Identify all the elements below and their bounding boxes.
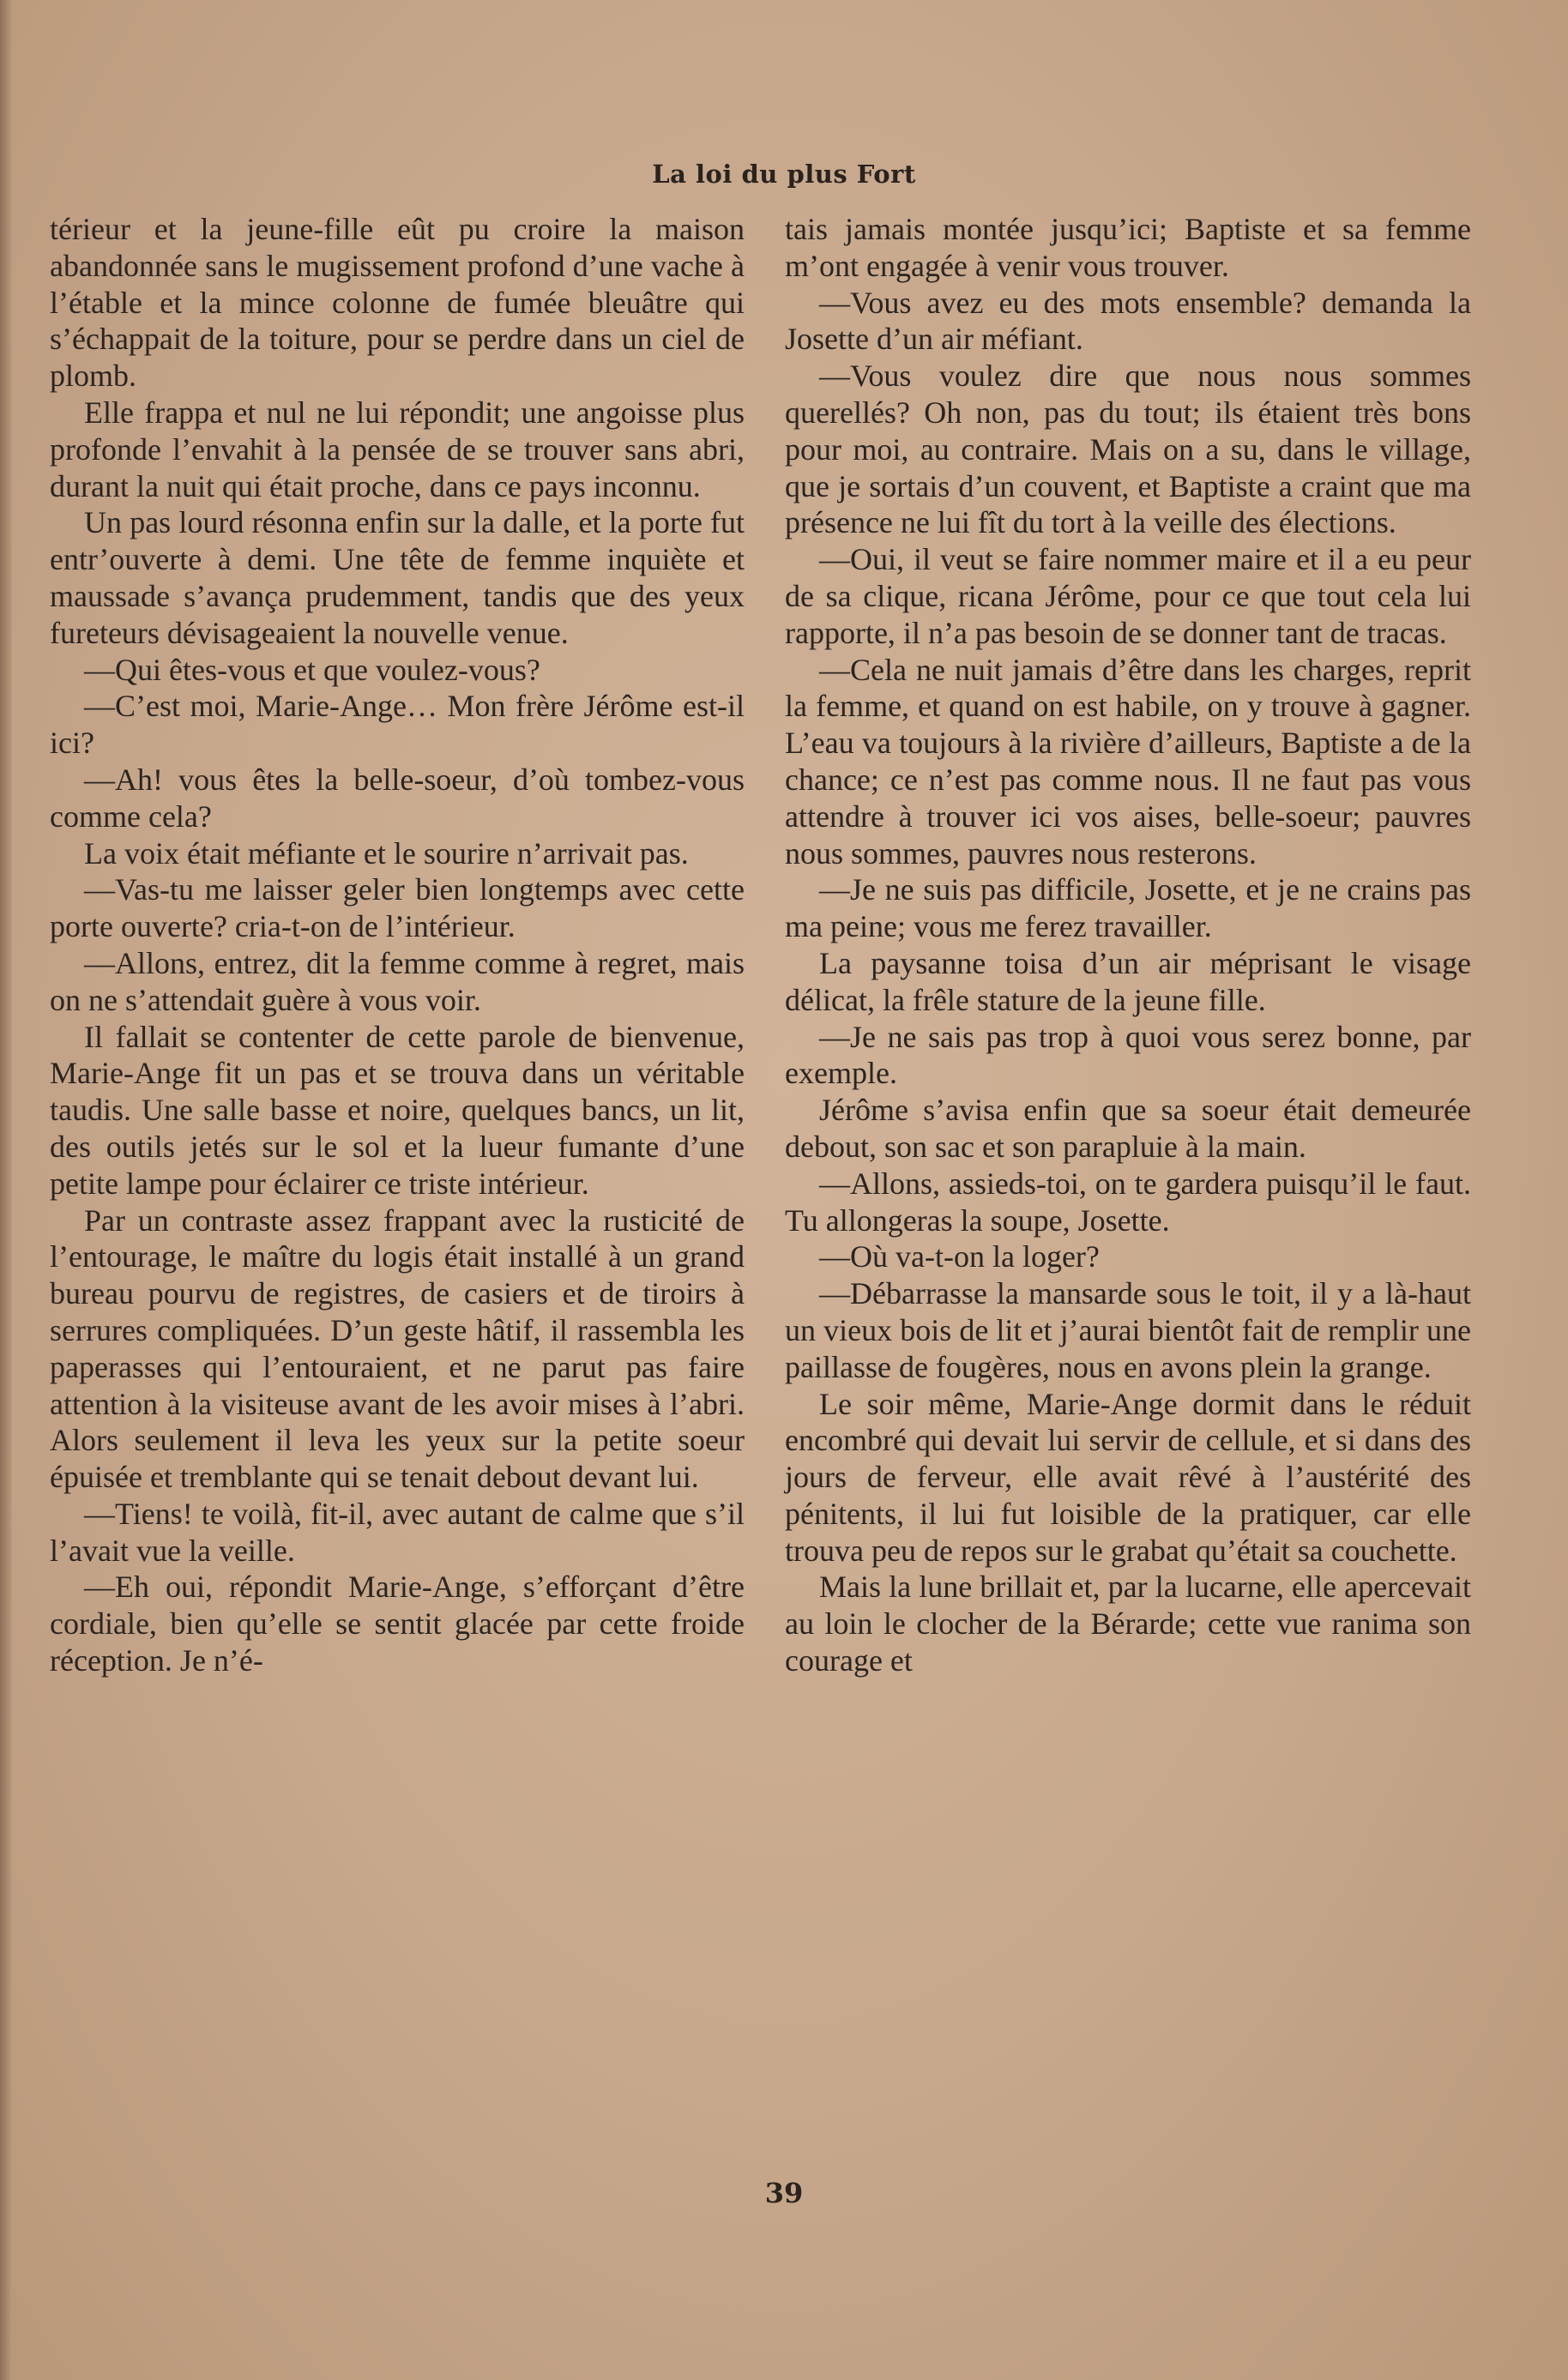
paragraph: Elle frappa et nul ne lui répondit; une angoisse plus profonde l’envahit à la pensée de se trouver sans abri, durant la nuit qui était proche, dans ce pays inconnu.: [50, 395, 745, 503]
paragraph: —Tiens! te voilà, fit-il, avec autant de calme que s’il l’avait vue la veille.: [50, 1496, 745, 1568]
paragraph: Le soir même, Marie-Ange dormit dans le réduit encombré qui devait lui servir de cellule, et si dans des jours de ferveur, elle avait rêvé à l’austérité des pénitents, il lui fut loisible de la pratiquer, car elle trouva peu de repos sur le grabat qu’était sa couchette.: [785, 1386, 1471, 1568]
paragraph: La voix était méfiante et le sourire n’arrivait pas.: [84, 835, 689, 871]
paragraph: —Vous avez eu des mots ensemble? demanda la Josette d’un air méfiant.: [785, 285, 1471, 357]
paragraph: —Où va-t-on la loger?: [819, 1239, 1100, 1274]
paragraph: Mais la lune brillait et, par la lucarne, elle apercevait au loin le clocher de la Bérarde; cette vue ranima son courage et: [785, 1570, 1471, 1678]
paragraph: Par un contraste assez frappant avec la rusticité de l’entourage, le maître du logis était installé à un grand bureau pourvu de registres, de casiers et de tiroirs à serrures compliquées. D’un geste hâtif, il rassembla les paperasses qui l’entouraient, et ne parut pas faire attention à la visiteuse avant de les avoir mises à l’abri. Alors seulement il leva les yeux sur la petite soeur épuisée et tremblante qui se tenait debout devant lui.: [50, 1202, 745, 1495]
paragraph: La paysanne toisa d’un air méprisant le visage délicat, la frêle stature de la jeune fille.: [785, 945, 1471, 1017]
paragraph: —C’est moi, Marie-Ange… Mon frère Jérôme est-il ici?: [50, 689, 745, 761]
paragraph: —Oui, il veut se faire nommer maire et il a eu peur de sa clique, ricana Jérôme, pour ce que tout cela lui rapporte, il n’a pas besoin de se donner tant de tracas.: [785, 542, 1471, 650]
page-number: 39: [764, 2177, 804, 2209]
paragraph: —Allons, entrez, dit la femme comme à regret, mais on ne s’attendait guère à vous voir.: [50, 945, 745, 1017]
running-title: La loi du plus Fort: [652, 160, 916, 189]
paragraph: —Je ne sais pas trop à quoi vous serez bonne, par exemple.: [785, 1019, 1471, 1091]
paragraph: —Qui êtes-vous et que voulez-vous?: [84, 652, 540, 687]
paragraph: Jérôme s’avisa enfin que sa soeur était demeurée debout, son sac et son parapluie à la main.: [785, 1093, 1471, 1164]
paragraph: —Eh oui, répondit Marie-Ange, s’efforçant d’être cordiale, bien qu’elle se sentit glacée par cette froide réception. Je n’é-: [50, 1570, 745, 1678]
paragraph: —Allons, assieds-toi, on te gardera puisqu’il le faut. Tu allongeras la soupe, Josette.: [785, 1166, 1471, 1238]
paragraph: —Je ne suis pas difficile, Josette, et je ne crains pas ma peine; vous me ferez travailler.: [785, 872, 1471, 944]
text-column-left: [50, 211, 745, 1679]
paragraph: tais jamais montée jusqu’ici; Baptiste et sa femme m’ont engagée à venir vous trouver.: [785, 212, 1471, 283]
paragraph: —Vas-tu me laisser geler bien longtemps avec cette porte ouverte? cria-t-on de l’intérieur.: [50, 872, 745, 944]
text-column-right: [785, 211, 1471, 1679]
paragraph: Un pas lourd résonna enfin sur la dalle, et la porte fut entr’ouverte à demi. Une tête de femme inquiète et maussade s’avança prudemment, tandis que des yeux fureteurs dévisageaient la nouvelle venue.: [50, 505, 745, 650]
paragraph: térieur et la jeune-fille eût pu croire la maison abandonnée sans le mugissement profond d’une vache à l’étable et la mince colonne de fumée bleuâtre qui s’échappait de la toiture, pour se perdre dans un ciel de plomb.: [50, 212, 745, 394]
paragraph: —Cela ne nuit jamais d’être dans les charges, reprit la femme, et quand on est habile, on y trouve à gagner. L’eau va toujours à la rivière d’ailleurs, Baptiste a de la chance; ce n’est pas comme nous. Il ne faut pas vous attendre à trouver ici vos aises, belle-soeur; pauvres nous sommes, pauvres nous resterons.: [785, 652, 1471, 871]
paragraph: Il fallait se contenter de cette parole de bienvenue, Marie-Ange fit un pas et se trouva dans un véritable taudis. Une salle basse et noire, quelques bancs, un lit, des outils jetés sur le sol et la lueur fumante d’une petite lampe pour éclairer ce triste intérieur.: [50, 1019, 745, 1201]
paragraph: —Vous voulez dire que nous nous sommes querellés? Oh non, pas du tout; ils étaient très bons pour moi, au contraire. Mais on a su, dans le village, que je sortais d’un couvent, et Baptiste a craint que ma présence ne lui fît du tort à la veille des élections.: [785, 359, 1471, 540]
paragraph: —Ah! vous êtes la belle-soeur, d’où tombez-vous comme cela?: [50, 762, 745, 834]
paragraph: —Débarrasse la mansarde sous le toit, il y a là-haut un vieux bois de lit et j’aurai bientôt fait de remplir une paillasse de fougères, nous en avons plein la grange.: [785, 1276, 1471, 1384]
page-edge-shadow: [0, 0, 12, 2380]
